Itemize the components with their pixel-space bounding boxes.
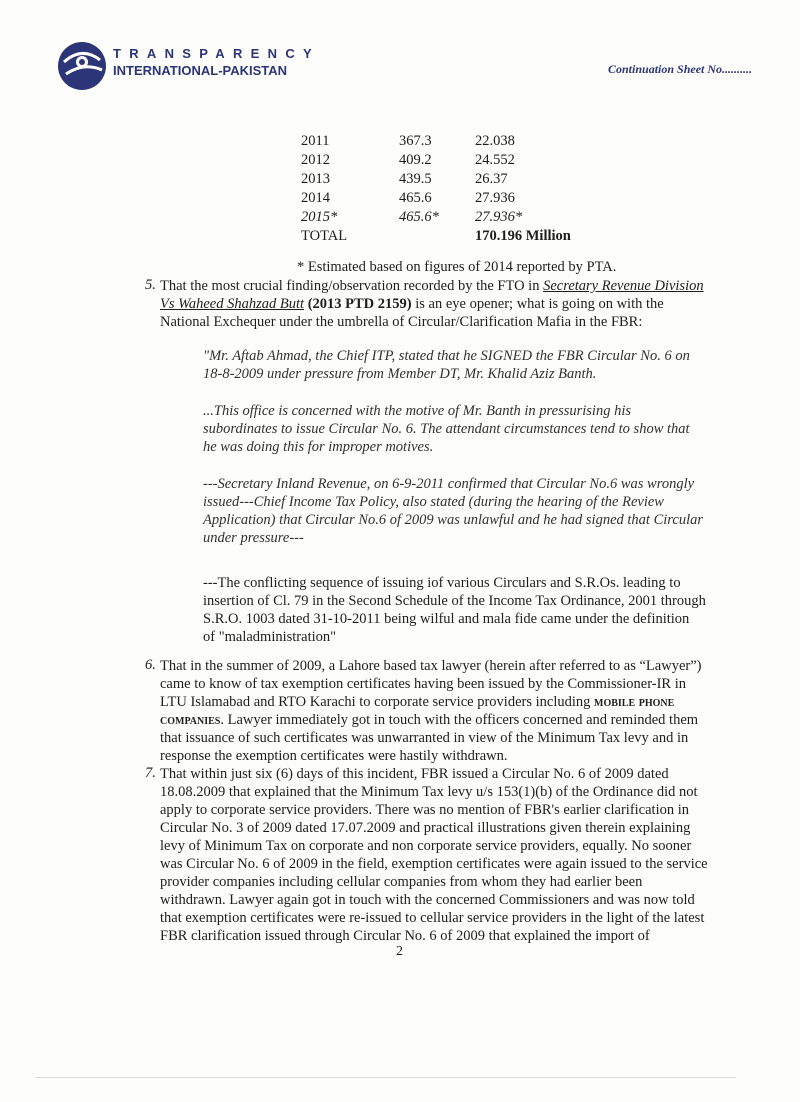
table-total-value: 170.196 Million — [475, 228, 571, 244]
paragraph-line: apply to corporate service providers. There was no mention of FBR's earlier clarification in — [160, 802, 690, 818]
paragraph-line: FBR clarification issued through Circular No. 6 of 2009 that explained the import of — [160, 928, 650, 944]
quote-block-1 — [203, 347, 690, 383]
paragraph-6 — [160, 657, 738, 765]
paragraph-line: That within just six (6) days of this incident, FBR issued a Circular No. 6 of 2009 dated — [160, 766, 669, 782]
paragraph-line: came to know of tax exemption certificates having been issued by the Commissioner-IR in — [160, 676, 687, 692]
case-citation-link: Vs Waheed Shahzad Butt — [160, 296, 305, 312]
quote-block-2 — [203, 402, 690, 456]
paragraph-line — [160, 693, 738, 711]
paragraph-line: that issuance of such certificates was unwarranted in view of the Minimum Tax levy and in — [160, 730, 689, 746]
paragraph-line: Circular No. 3 of 2009 dated 17.07.2009 and practical illustrations given therein explaining — [160, 820, 691, 836]
table-cell-year: 2014 — [301, 190, 330, 206]
text-run: LTU Islamabad and RTO Karachi to corporate service providers including — [160, 694, 594, 710]
paragraph-number: 7. — [145, 765, 156, 781]
citation-ref: (2013 PTD 2159) — [304, 296, 412, 312]
quote-line: of "maladministration" — [203, 629, 337, 645]
table-cell-value: 465.6* — [399, 209, 439, 225]
table-total-label: TOTAL — [301, 228, 348, 244]
org-name-line2: INTERNATIONAL-PAKISTAN — [113, 63, 288, 78]
quote-line: ...This office is concerned with the motive of Mr. Banth in pressurising his — [203, 403, 631, 419]
table-cell-value: 27.936 — [475, 190, 515, 206]
quote-block-3 — [203, 475, 703, 547]
table-cell-value: 367.3 — [399, 133, 432, 149]
table-cell-value: 439.5 — [399, 171, 432, 187]
quote-line: subordinates to issue Circular No. 6. The attendant circumstances tend to show that — [203, 421, 690, 437]
paragraph-line — [160, 711, 738, 729]
table-cell-value: 27.936* — [475, 209, 523, 225]
paragraph-line: National Exchequer under the umbrella of Circular/Clarification Mafia in the FBR: — [160, 314, 643, 330]
paragraph-line: 18.08.2009 that explained that the Minimum Tax levy u/s 153(1)(b) of the Ordinance did not — [160, 784, 698, 800]
quote-line: S.R.O. 1003 dated 31-10-2011 being wilful and mala fide came under the definition — [203, 611, 690, 627]
quote-line: Application) that Circular No.6 of 2009 was unlawful and he had signed that Circular — [203, 512, 703, 528]
quote-line: ---Secretary Inland Revenue, on 6-9-2011 confirmed that Circular No.6 was wrongly — [203, 476, 695, 492]
paragraph-line — [160, 277, 738, 295]
footer-divider — [36, 1077, 736, 1078]
quote-line: 18-8-2009 under pressure from Member DT, Mr. Khalid Aziz Banth. — [203, 366, 597, 382]
paragraph-line: withdrawn. Lawyer again got in touch with the concerned Commissioners and was now told — [160, 892, 695, 908]
table-cell-year: 2011 — [301, 133, 330, 149]
paragraph-line — [160, 295, 738, 313]
table-footnote: * Estimated based on figures of 2014 reported by PTA. — [297, 259, 617, 275]
paragraph-line: That in the summer of 2009, a Lahore based tax lawyer (herein after referred to as “Lawyer”) — [160, 658, 702, 674]
table-cell-value: 26.37 — [475, 171, 508, 187]
table-cell-value: 409.2 — [399, 152, 432, 168]
quote-line: under pressure--- — [203, 530, 304, 546]
emphasis-text: mobile phone — [594, 694, 675, 710]
quote-line: insertion of Cl. 79 in the Second Schedule of the Income Tax Ordinance, 2001 through — [203, 593, 706, 609]
case-citation-link: Secretary Revenue Division — [543, 278, 704, 294]
paragraph-7 — [160, 765, 738, 945]
quote-line: "Mr. Aftab Ahmad, the Chief ITP, stated that he SIGNED the FBR Circular No. 6 on — [203, 348, 690, 364]
continuation-sheet-label: Continuation Sheet No.......... — [608, 62, 753, 76]
paragraph-line: was Circular No. 6 of 2009 in the field, exemption certificates were again issued to the service — [160, 856, 708, 872]
paragraph-line: response the exemption certificates were hastily withdrawn. — [160, 748, 508, 764]
table-cell-value: 24.552 — [475, 152, 515, 168]
table-cell-year: 2015* — [301, 209, 338, 225]
paragraph-line: levy of Minimum Tax on corporate and non corporate service providers, equally. No sooner — [160, 838, 692, 854]
quote-line: ---The conflicting sequence of issuing iof various Circulars and S.R.Os. leading to — [203, 575, 681, 591]
transparency-globe-logo-icon — [56, 40, 108, 92]
page-number: 2 — [396, 944, 403, 959]
text-run: . Lawyer immediately got in touch with the officers concerned and reminded them — [220, 712, 699, 728]
table-cell-year: 2013 — [301, 171, 330, 187]
org-name-line1: TRANSPARENCY — [113, 46, 320, 61]
emphasis-text: companies — [160, 712, 221, 728]
quote-line: he was doing this for improper motives. — [203, 439, 434, 455]
paragraph-number: 6. — [145, 657, 156, 673]
table-cell-year: 2012 — [301, 152, 330, 168]
quote-block-4 — [203, 574, 706, 646]
paragraph-5 — [160, 277, 738, 331]
text-run: That the most crucial finding/observation recorded by the FTO in — [160, 278, 544, 294]
quote-line: issued---Chief Income Tax Policy, also stated (during the hearing of the Review — [203, 494, 664, 510]
paragraph-line: that exemption certificates were re-issued to cellular service providers in the light of the latest — [160, 910, 705, 926]
table-cell-value: 465.6 — [399, 190, 432, 206]
paragraph-number: 5. — [145, 277, 156, 293]
table-cell-value: 22.038 — [475, 133, 515, 149]
text-run: is an eye opener; what is going on with the — [411, 296, 664, 312]
paragraph-line: provider companies including cellular companies from whom they had earlier been — [160, 874, 643, 890]
